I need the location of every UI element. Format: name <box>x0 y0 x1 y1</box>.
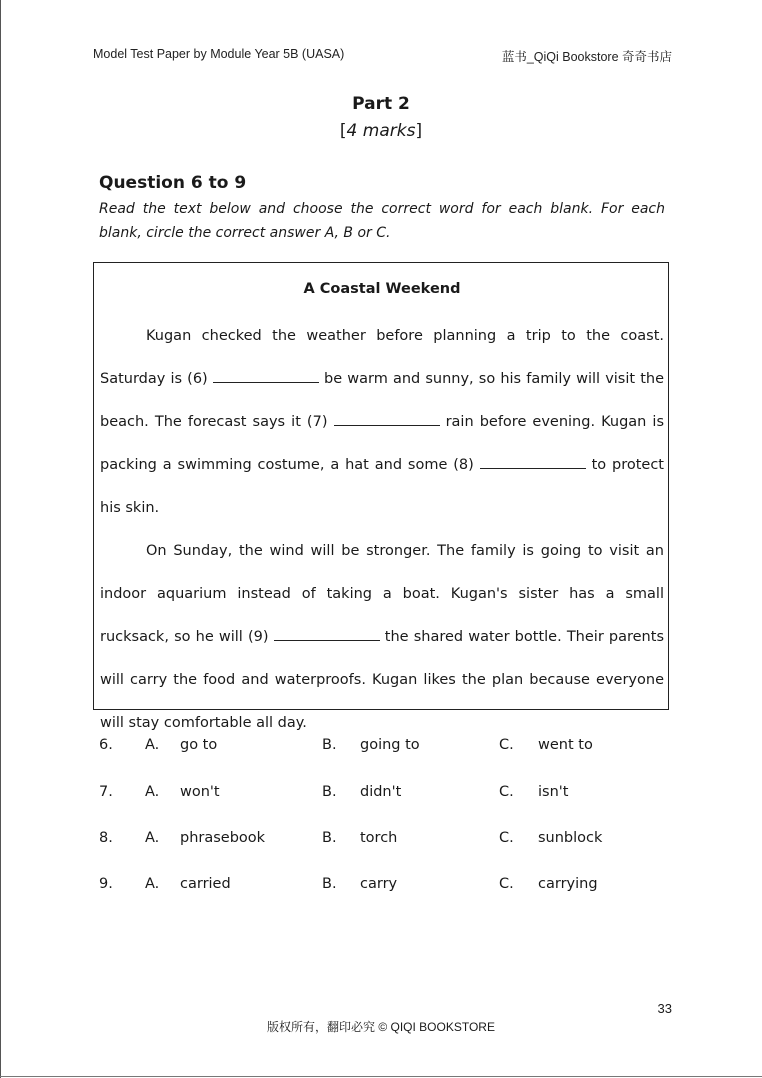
marks-bracket-open: [ <box>339 121 347 141</box>
page-number: 33 <box>657 1001 672 1016</box>
option-number: 8. <box>99 830 113 846</box>
option-row-9 <box>0 876 762 898</box>
option-c-label[interactable]: C. <box>499 876 514 892</box>
option-a-label[interactable]: A. <box>145 876 160 892</box>
passage-paragraph-2 <box>100 530 664 745</box>
passage-text-segment: to protect his skin. <box>100 457 664 516</box>
option-b-label[interactable]: B. <box>322 784 337 800</box>
option-a-text[interactable]: carried <box>180 876 231 892</box>
option-a-text[interactable]: go to <box>180 737 218 753</box>
blank-7 <box>334 411 440 426</box>
option-number: 6. <box>99 737 113 753</box>
option-c-text[interactable]: isn't <box>538 784 569 800</box>
option-a-text[interactable]: phrasebook <box>180 830 266 846</box>
passage-text-segment: Kugan checked the weather before planning a trip to the coast. Saturday is (6) <box>100 328 664 387</box>
option-c-text[interactable]: went to <box>538 737 593 753</box>
passage-text <box>100 315 664 745</box>
header-title: Model Test Paper by Module Year 5B (UASA) <box>93 47 345 61</box>
passage-title: A Coastal Weekend <box>303 281 461 297</box>
blank-6 <box>213 368 319 383</box>
option-b-label[interactable]: B. <box>322 737 337 753</box>
option-b-text[interactable]: going to <box>360 737 420 753</box>
option-b-label[interactable]: B. <box>322 876 337 892</box>
option-number: 9. <box>99 876 113 892</box>
passage-text-segment: the shared water bottle. Their parents will carry the food and waterproofs. Kugan likes the plan because everyone will stay comfortable all day. <box>100 629 664 731</box>
option-row-7 <box>0 784 762 806</box>
copyright-footer: 版权所有，翻印必究 © QIQI BOOKSTORE <box>267 1020 495 1034</box>
question-title: Question 6 to 9 <box>99 173 247 193</box>
option-a-label[interactable]: A. <box>145 784 160 800</box>
option-c-label[interactable]: C. <box>499 737 514 753</box>
passage-text-segment: rain before evening. Kugan is packing a swimming costume, a hat and some (8) <box>100 414 664 473</box>
header-publisher: 蓝书_QiQi Bookstore 奇奇书店 <box>501 50 672 64</box>
blank-8 <box>480 454 586 469</box>
marks-text: 4 marks <box>346 121 416 141</box>
option-b-label[interactable]: B. <box>322 830 337 846</box>
passage-paragraph-1 <box>100 315 664 530</box>
option-b-text[interactable]: carry <box>360 876 398 892</box>
part-title: Part 2 <box>352 94 410 114</box>
option-c-label[interactable]: C. <box>499 830 514 846</box>
option-row-8 <box>0 830 762 852</box>
passage-text-segment: On Sunday, the wind will be stronger. The family is going to visit an indoor aquarium instead of taking a boat. Kugan's sister has a small rucksack, so he will (9) <box>100 543 664 645</box>
option-b-text[interactable]: didn't <box>360 784 402 800</box>
marks-bracket-close: ] <box>415 121 423 141</box>
option-a-label[interactable]: A. <box>145 737 160 753</box>
part-marks <box>0 121 762 141</box>
passage-text-segment: be warm and sunny, so his family will visit the beach. The forecast says it (7) <box>100 371 664 430</box>
page-edge-bottom <box>0 1076 762 1077</box>
page-edge-left <box>0 0 1 1078</box>
passage-box <box>93 262 669 731</box>
blank-9 <box>274 626 380 641</box>
question-instruction: Read the text below and choose the correct word for each blank. For each blank, circle the correct answer A, B or C. <box>99 201 665 241</box>
option-a-label[interactable]: A. <box>145 830 160 846</box>
option-b-text[interactable]: torch <box>360 830 398 846</box>
option-c-label[interactable]: C. <box>499 784 514 800</box>
option-c-text[interactable]: carrying <box>538 876 598 892</box>
option-c-text[interactable]: sunblock <box>538 830 603 846</box>
option-row-6 <box>0 737 762 759</box>
option-number: 7. <box>99 784 113 800</box>
option-a-text[interactable]: won't <box>180 784 220 800</box>
